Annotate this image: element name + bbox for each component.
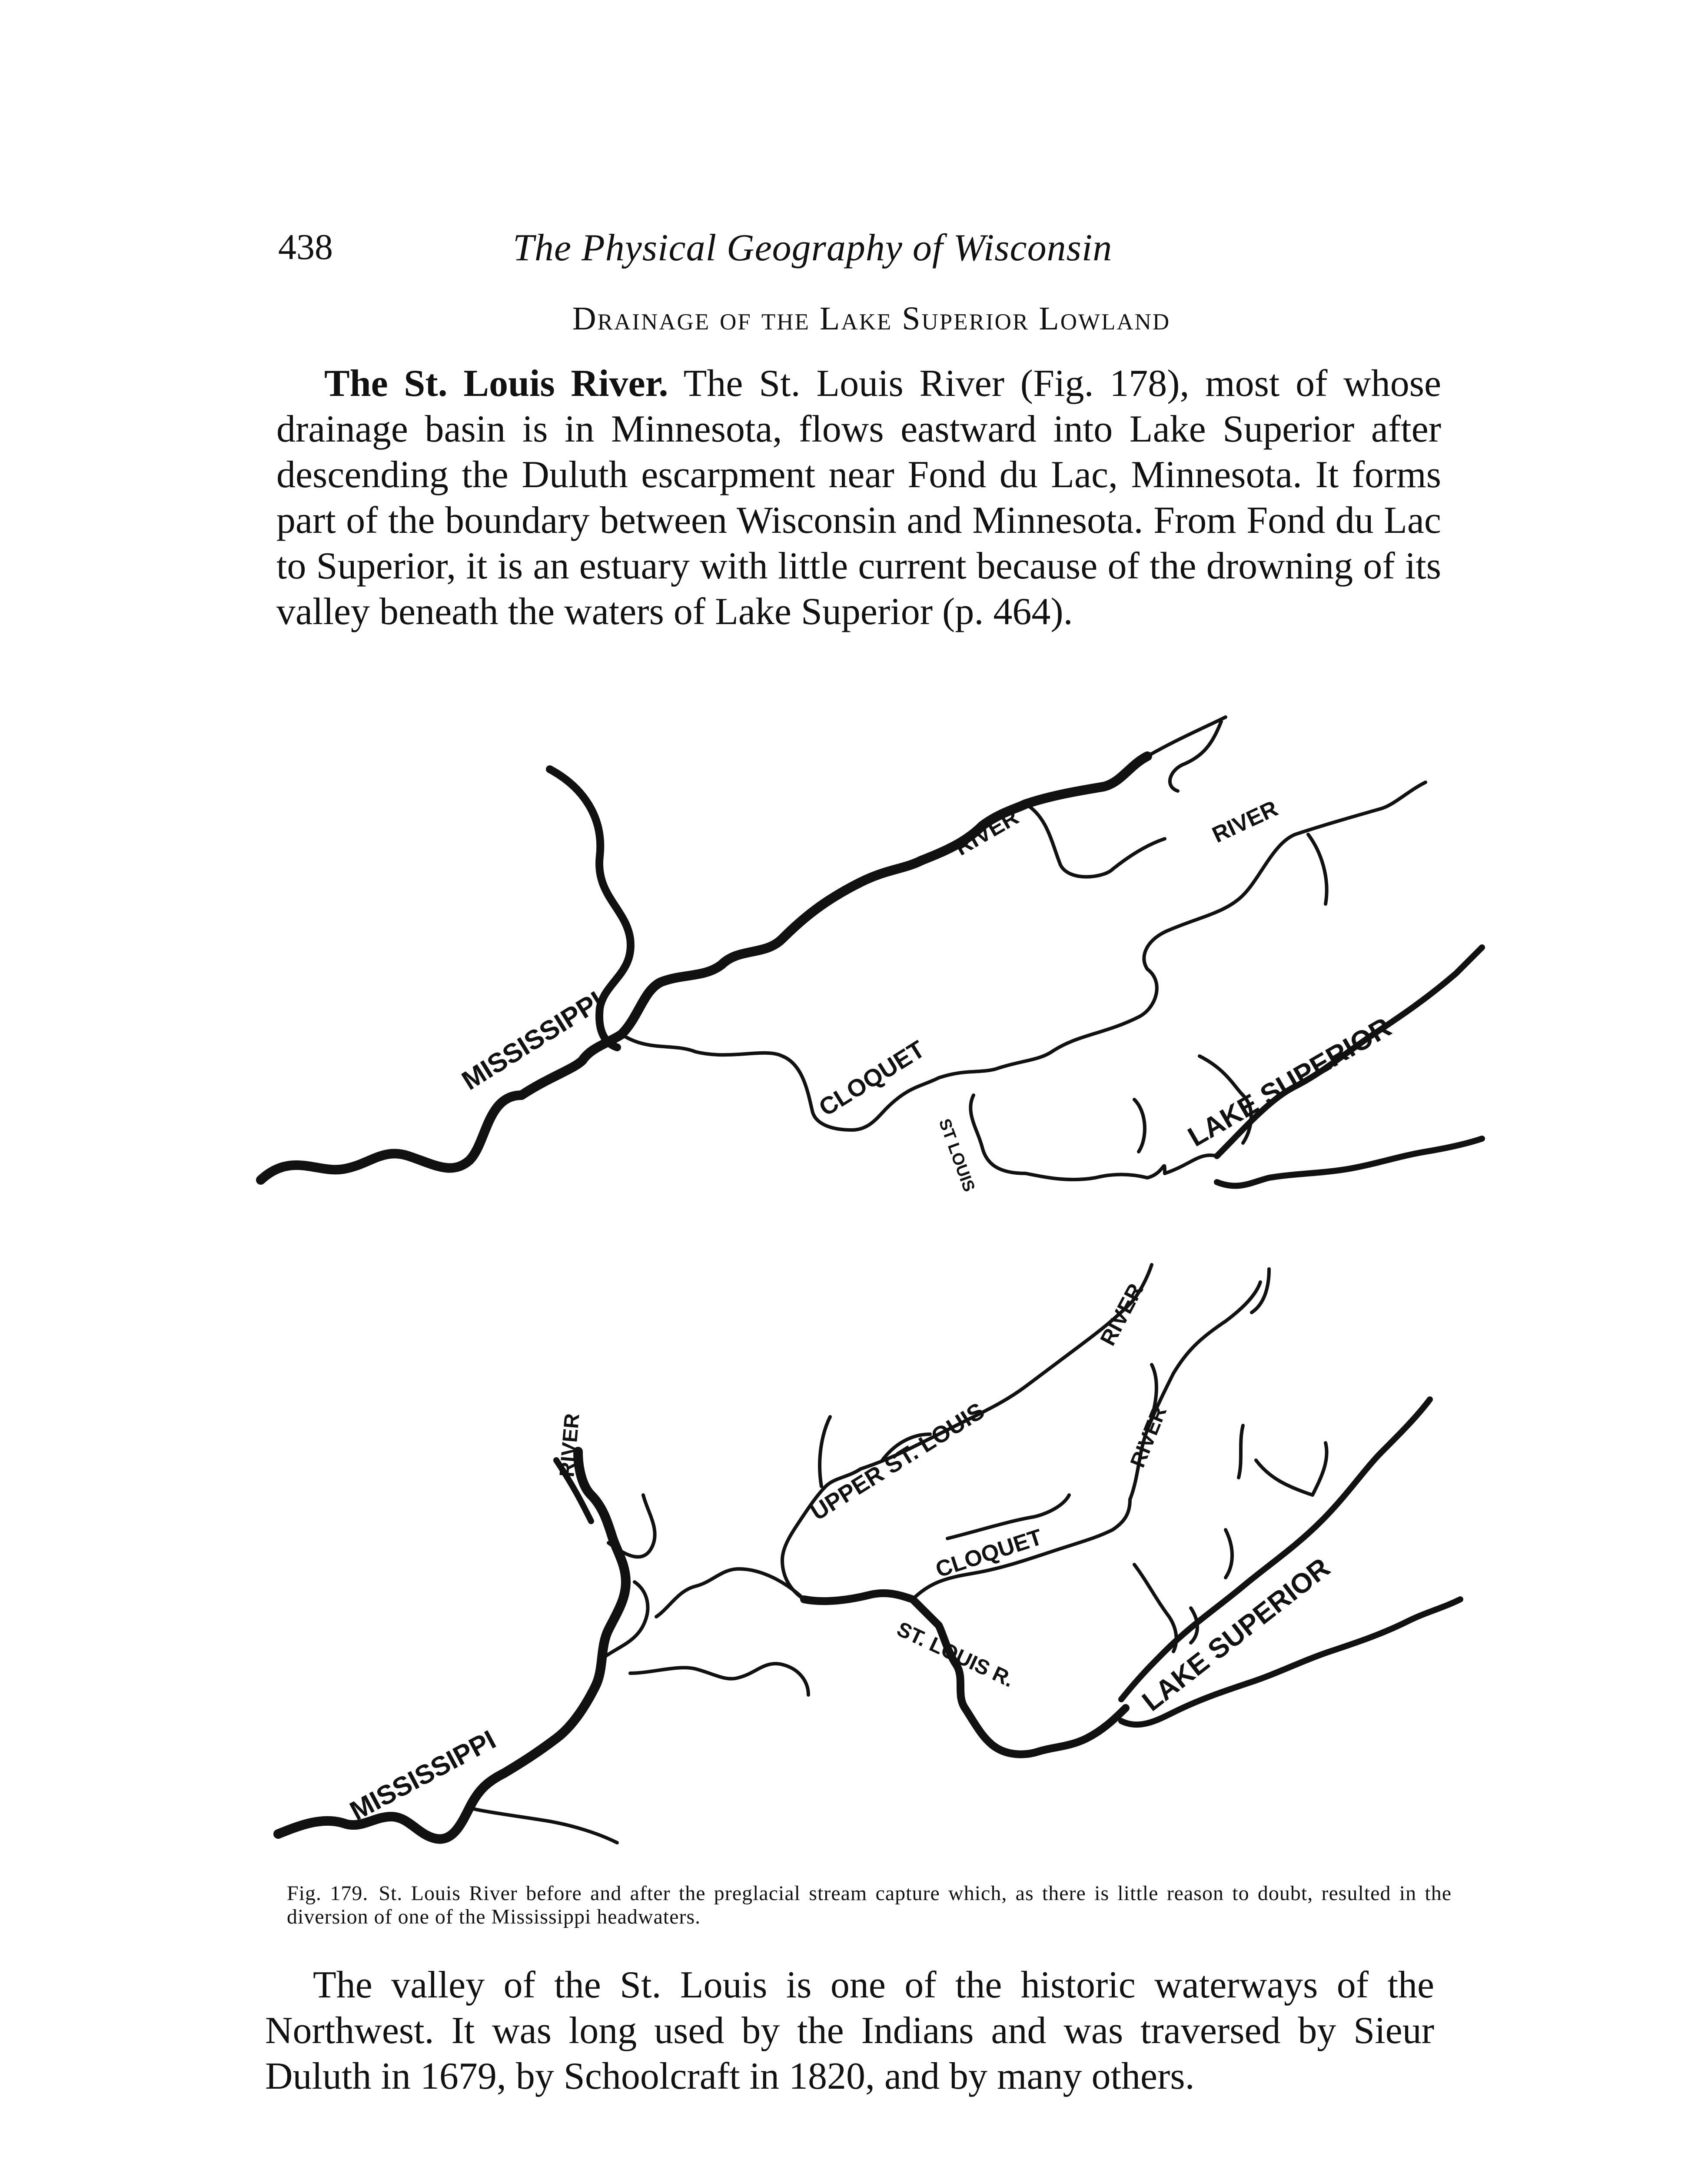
page-number: 438 (278, 227, 333, 267)
label-mississippi-top: MISSISSIPPI (456, 985, 609, 1096)
section-title (0, 300, 1708, 338)
map-after-capture (243, 1217, 1486, 1869)
paragraph-2 (265, 1962, 1434, 2099)
figure-label: Fig. 179. (287, 1882, 369, 1905)
label-lake-superior-top: LAKE SUPERIOR (1183, 1011, 1396, 1153)
label-cloquet-top: CLOQUET (814, 1035, 930, 1122)
section-title-text: Drainage of the Lake Superior Lowland (572, 300, 1171, 337)
label-st-louis-r: ST. LOUIS R. (893, 1617, 1018, 1692)
label-st-louis-top: ST LOUIS (935, 1116, 978, 1194)
running-head: The Physical Geography of Wisconsin (513, 227, 1113, 269)
label-river-bottom-top: RIVER (1095, 1279, 1148, 1350)
paragraph-1-text: The St. Louis River (Fig. 178), most of whose drainage basin is in Minnesota, flows eastward into Lake Superior after descending the Duluth escarpment near Fond du Lac, Minnesota. It forms part of the boundary between Wisconsin and Minnesota. From Fond du Lac to Superior, it is an estuary with little current because of the drowning of its valley beneath the waters of Lake Superior (p. 464). (276, 362, 1442, 633)
label-river-top-1: RIVER (950, 804, 1023, 861)
caption-text: St. Louis River before and after the preglacial stream capture which, as there is little reason to doubt, resulted in the diversion of one of the Mississippi headwaters. (287, 1882, 1452, 1928)
label-river-bottom-left: RIVER (555, 1412, 584, 1478)
map-before-capture (243, 713, 1486, 1234)
paragraph-1 (276, 361, 1441, 635)
label-river-bottom-mid: RIVER (1126, 1403, 1172, 1471)
figure-caption (287, 1882, 1452, 1929)
paragraph-2-text: The valley of the St. Louis is one of the historic waterways of the Northwest. It was long used by the Indians and was traversed by Sieur Duluth in 1679, by Schoolcraft in 1820, and by many others. (265, 1964, 1434, 2097)
label-river-top-2: RIVER (1208, 796, 1282, 848)
label-lake-superior-bottom: LAKE SUPERIOR (1136, 1552, 1336, 1718)
label-upper-st-louis: UPPER ST. LOUIS (806, 1398, 989, 1526)
run-in-heading: The St. Louis River. (324, 362, 668, 405)
label-mississippi-bottom: MISSISSIPPI (345, 1724, 501, 1827)
label-cloquet-bottom: CLOQUET (932, 1524, 1046, 1583)
page-header (278, 217, 1439, 282)
